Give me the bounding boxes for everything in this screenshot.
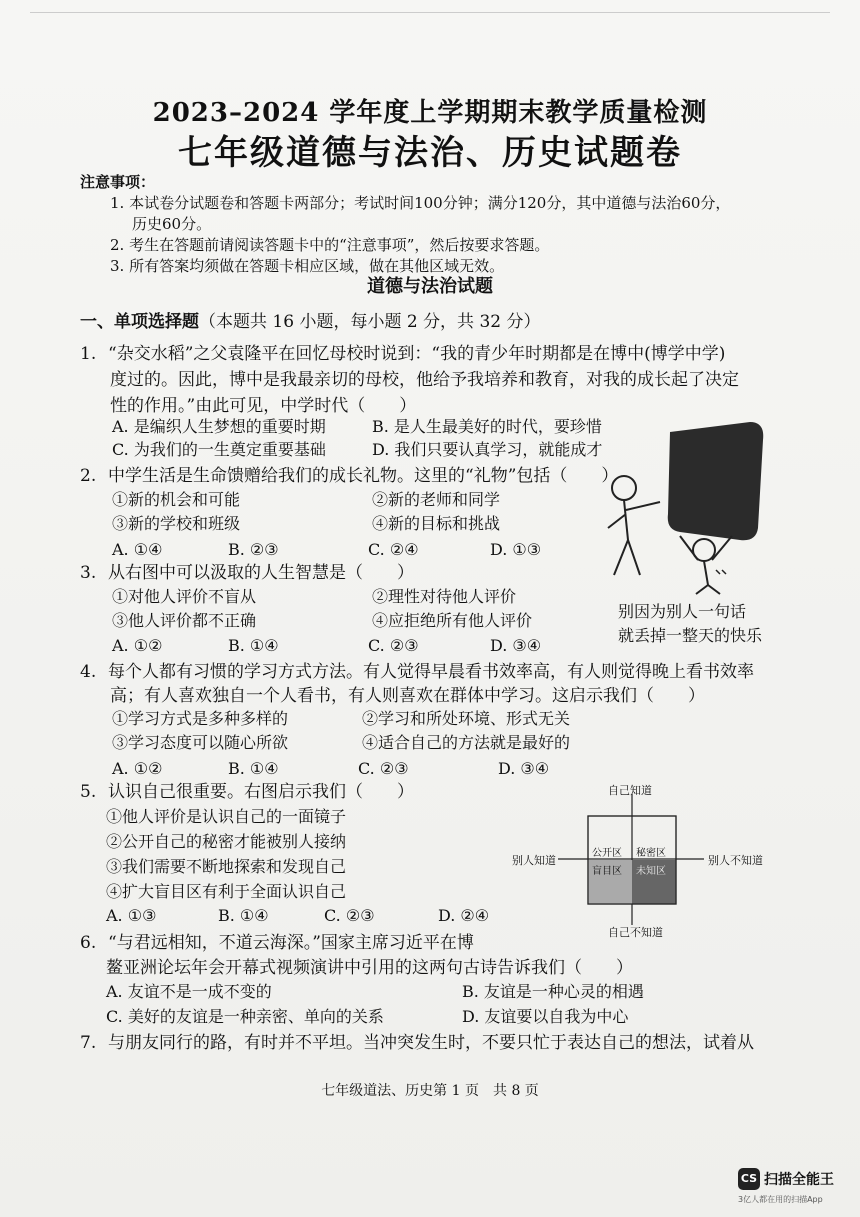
option-c: C. ②③ xyxy=(324,906,375,925)
question-number: 6. xyxy=(80,933,97,953)
option-a: A. 友谊不是一成不变的 xyxy=(106,982,272,1001)
question-number: 3. xyxy=(80,563,97,583)
quadrant-hidden: 秘密区 xyxy=(636,848,666,859)
part-label: 一、单项选择题 xyxy=(80,312,199,332)
exam-title-line1: 2023–2024 学年度上学期期末教学质量检测 xyxy=(152,98,708,128)
option-c: C. ②④ xyxy=(368,540,419,559)
watermark-name: 扫描全能王 xyxy=(764,1172,834,1188)
question-6-line2: 鳌亚洲论坛年会开幕式视频演讲中引用的这两句古诗告诉我们（ ） xyxy=(106,958,633,978)
option-a: A. ①② xyxy=(112,636,163,655)
statement-2: ②公开自己的秘密才能被别人接纳 xyxy=(106,832,347,851)
option-b: B. ②③ xyxy=(228,540,279,559)
question-number: 1. xyxy=(80,344,97,364)
question-text: “杂交水稻”之父袁隆平在回忆母校时说到：“我的青少年时期都是在博中(博学中学) xyxy=(108,344,726,364)
statement-2: ②理性对待他人评价 xyxy=(372,587,517,606)
watermark-tagline: 3亿人都在用的扫描App xyxy=(738,1195,823,1204)
quadrant-unknown: 未知区 xyxy=(636,866,666,877)
quadrant-open: 公开区 xyxy=(592,848,622,859)
johari-window-diagram xyxy=(500,780,770,940)
question-number: 5. xyxy=(80,782,97,802)
question-number: 4. xyxy=(80,662,97,682)
label-self-known: 自己知道 xyxy=(608,784,652,797)
option-b: B. 是人生最美好的时代，要珍惜 xyxy=(372,417,602,436)
question-text: 认识自己很重要。右图启示我们（ ） xyxy=(108,782,414,802)
question-7 xyxy=(80,1030,800,1056)
part-desc: （本题共 16 小题，每小题 2 分，共 32 分） xyxy=(199,312,541,332)
statement-4: ④新的目标和挑战 xyxy=(372,514,501,533)
statement-1: ①学习方式是多种多样的 xyxy=(112,709,289,728)
notice-item-1: 1. 本试卷分试题卷和答题卡两部分；考试时间100分钟；满分120分，其中道德与法治60分， xyxy=(110,194,731,212)
question-1-line3: 性的作用。”由此可见，中学时代（ ） xyxy=(110,396,417,416)
question-1 xyxy=(80,341,780,367)
label-others-unknown: 别人不知道 xyxy=(708,854,763,867)
question-text: 每个人都有习惯的学习方式方法。有人觉得早晨看书效率高，有人则觉得晚上看书效率 xyxy=(108,662,754,682)
question-2 xyxy=(80,463,640,489)
statement-2: ②学习和所处环境、形式无关 xyxy=(362,709,571,728)
question-4-line2: 高；有人喜欢独自一个人看书，有人则喜欢在群体中学习。这启示我们（ ） xyxy=(110,686,705,706)
question-text: 中学生活是生命馈赠给我们的成长礼物。这里的“礼物”包括（ ） xyxy=(108,466,619,486)
notice-label: 注意事项： xyxy=(80,173,156,191)
option-c: C. 美好的友谊是一种亲密、单向的关系 xyxy=(106,1007,384,1026)
option-d: D. ②④ xyxy=(438,906,490,925)
notice-item-3: 3. 所有答案均须做在答题卡相应区域，做在其他区域无效。 xyxy=(110,257,505,275)
option-c: C. ②③ xyxy=(368,636,419,655)
question-1-line2: 度过的。因此，博中是我最亲切的母校，他给予我培养和教育，对我的成长起了决定 xyxy=(110,370,739,390)
cartoon-figure xyxy=(600,410,770,660)
question-text: 与朋友同行的路，有时并不平坦。当冲突发生时，不要只忙于表达自己的想法，试着从 xyxy=(108,1033,754,1053)
question-5 xyxy=(80,779,540,805)
statement-4: ④应拒绝所有他人评价 xyxy=(372,611,533,630)
section-title: 道德与法治试题 xyxy=(367,276,493,297)
statement-1: ①对他人评价不盲从 xyxy=(112,587,257,606)
notice-item-1-cont: 历史60分。 xyxy=(132,215,212,233)
statement-2: ②新的老师和同学 xyxy=(372,490,501,509)
cartoon-illustration xyxy=(600,410,770,595)
cartoon-caption xyxy=(618,600,762,648)
question-number: 7. xyxy=(80,1033,97,1053)
scanner-watermark xyxy=(738,1168,834,1204)
option-d: D. ①③ xyxy=(490,540,542,559)
option-a: A. ①③ xyxy=(106,906,157,925)
cartoon-caption-line1: 别因为别人一句话 xyxy=(618,602,747,621)
statement-1: ①他人评价是认识自己的一面镜子 xyxy=(106,807,347,826)
question-4 xyxy=(80,659,800,685)
scan-edge xyxy=(30,0,830,13)
statement-3: ③新的学校和班级 xyxy=(112,514,241,533)
option-b: B. ①④ xyxy=(228,636,279,655)
part-heading xyxy=(80,307,541,332)
notice-block xyxy=(80,172,800,277)
quadrant-blind: 盲目区 xyxy=(592,866,622,877)
question-6 xyxy=(80,930,540,956)
statement-3: ③学习态度可以随心所欲 xyxy=(112,733,289,752)
cartoon-caption-line2: 就丢掉一整天的快乐 xyxy=(618,626,763,645)
option-d: D. 我们只要认真学习，就能成才 xyxy=(372,440,603,459)
option-c: C. 为我们的一生奠定重要基础 xyxy=(112,440,326,459)
option-c: C. ②③ xyxy=(358,759,409,778)
question-number: 2. xyxy=(80,466,97,486)
option-d: D. 友谊要以自我为中心 xyxy=(462,1007,629,1026)
label-self-unknown: 自己不知道 xyxy=(608,926,663,939)
label-others-known: 别人知道 xyxy=(512,854,556,867)
option-a: A. ①② xyxy=(112,759,163,778)
option-b: B. ①④ xyxy=(228,759,279,778)
option-a: A. ①④ xyxy=(112,540,163,559)
option-d: D. ③④ xyxy=(490,636,542,655)
statement-4: ④适合自己的方法就是最好的 xyxy=(362,733,571,752)
option-b: B. 友谊是一种心灵的相遇 xyxy=(462,982,644,1001)
option-b: B. ①④ xyxy=(218,906,269,925)
option-a: A. 是编织人生梦想的重要时期 xyxy=(112,417,326,436)
question-3 xyxy=(80,560,640,586)
statement-3: ③他人评价都不正确 xyxy=(112,611,257,630)
notice-item-2: 2. 考生在答题前请阅读答题卡中的“注意事项”，然后按要求答题。 xyxy=(110,236,550,254)
statement-4: ④扩大盲目区有利于全面认识自己 xyxy=(106,882,347,901)
question-text: “与君远相知，不道云海深。”国家主席习近平在博 xyxy=(108,933,474,953)
exam-title-line2: 七年级道德与法治、历史试题卷 xyxy=(178,133,682,173)
question-text: 从右图中可以汲取的人生智慧是（ ） xyxy=(108,563,414,583)
option-d: D. ③④ xyxy=(498,759,550,778)
statement-3: ③我们需要不断地探索和发现自己 xyxy=(106,857,347,876)
cs-logo-icon: CS xyxy=(738,1168,760,1190)
page-footer: 七年级道法、历史第 1 页 共 8 页 xyxy=(321,1083,539,1099)
statement-1: ①新的机会和可能 xyxy=(112,490,241,509)
